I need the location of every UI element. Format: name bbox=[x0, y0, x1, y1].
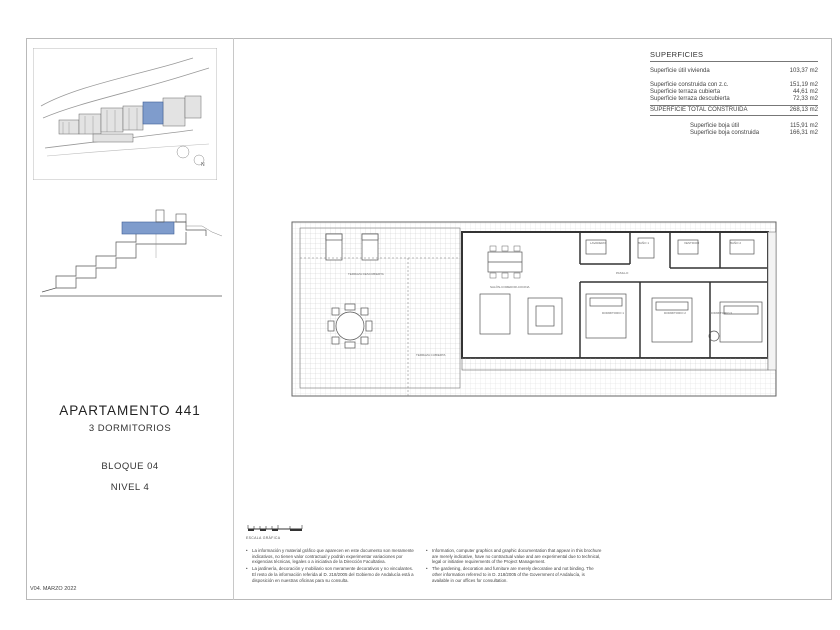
surface-label: Superficie terraza cubierta bbox=[650, 89, 721, 95]
block-label: BLOQUE 04 bbox=[101, 461, 159, 472]
label-terraza-descubierta: TERRAZA DESCUBIERTA bbox=[348, 272, 384, 276]
site-key-plan bbox=[33, 48, 217, 180]
surface-label: Superficie construida con z.c. bbox=[650, 82, 729, 88]
graphic-scale bbox=[246, 521, 306, 535]
label-bano-1: BAÑO 1 bbox=[638, 241, 650, 245]
label-dormitorio-2: DORMITORIO 2 bbox=[664, 311, 686, 315]
label-lavadero: LAVADERO bbox=[590, 241, 606, 245]
label-terraza-cubierta: TERRAZA CUBIERTA bbox=[416, 353, 446, 357]
surface-total-label: SUPERFICIE TOTAL CONSTRUIDA bbox=[650, 107, 748, 113]
label-bano-2: BAÑO 2 bbox=[730, 241, 742, 245]
notes-spanish bbox=[246, 548, 418, 584]
highlighted-level bbox=[122, 222, 174, 234]
surface-row bbox=[650, 82, 818, 89]
label-salon: SALÓN-COMEDOR-COCINA bbox=[490, 285, 530, 289]
surface-label: Superficie terraza descubierta bbox=[650, 96, 730, 102]
boja-label: Superficie boja construida bbox=[690, 130, 760, 136]
surface-total-value: 268,13 m2 bbox=[789, 107, 818, 113]
label-dormitorio-1: DORMITORIO 1 bbox=[602, 311, 624, 315]
notes-english bbox=[426, 548, 602, 584]
highlighted-block bbox=[143, 102, 163, 124]
sheet-divider bbox=[233, 38, 234, 600]
surface-value: 72,33 m2 bbox=[792, 96, 818, 102]
note-es: • La información y material gráfico que aparecen en este documento son meramente indicativos, no tienen valor contractual y podrán experimentar variaciones por exigencias técnicas, legales o a iniciativa de la Dirección Facultativa. bbox=[246, 548, 418, 565]
scale-label: ESCALA GRÁFICA bbox=[246, 536, 281, 540]
surface-label: Superficie útil vivienda bbox=[650, 68, 710, 74]
boja-value: 115,91 m2 bbox=[790, 123, 818, 129]
label-pasillo: PASILLO bbox=[616, 271, 629, 275]
boja-row bbox=[650, 123, 818, 130]
surface-row bbox=[650, 89, 818, 96]
version-label: V04. MARZO 2022 bbox=[30, 586, 77, 592]
apartment-title: APARTAMENTO 441 bbox=[59, 403, 201, 418]
level-label: NIVEL 4 bbox=[110, 482, 150, 493]
svg-text:N: N bbox=[201, 162, 205, 168]
surface-row bbox=[650, 96, 818, 103]
surface-value: 103,37 m2 bbox=[789, 68, 818, 74]
boja-row bbox=[650, 130, 818, 137]
label-vestidor: VESTIDOR bbox=[684, 241, 700, 245]
surface-value: 44,61 m2 bbox=[792, 89, 818, 95]
bedroom-count: 3 DORMITORIOS bbox=[88, 423, 172, 434]
label-dormitorio-3: DORMITORIO 3 bbox=[710, 311, 732, 315]
surfaces-table bbox=[650, 50, 818, 137]
floor-plan bbox=[290, 218, 780, 400]
note-en: • The gardening, decoration and furniture are merely decorative and not binding. The other information referred to in D. 218/2005 of the Government of Andalucía, is available in our offices for consultation. bbox=[426, 566, 602, 583]
surface-value: 151,19 m2 bbox=[789, 82, 818, 88]
note-es: • La jardinería, decoración y mobiliario son meramente decorativos y no vinculantes. El resto de la información referida al D. 218/2005 del Gobierno de Andalucía está a disposición en nuestras oficinas para su consulta. bbox=[246, 566, 418, 583]
section-view bbox=[36, 200, 226, 300]
note-en: • Information, computer graphics and graphic documentation that appear in this brochure are merely indicative, have no contractual value and are experimental due to technical, legal or initiative requirements of the Project Management. bbox=[426, 548, 602, 565]
surfaces-title: SUPERFICIES bbox=[650, 50, 818, 62]
boja-value: 166,31 m2 bbox=[789, 130, 818, 136]
surface-row bbox=[650, 68, 818, 75]
surface-total-row bbox=[650, 105, 818, 116]
boja-label: Superficie boja útil bbox=[690, 123, 740, 129]
